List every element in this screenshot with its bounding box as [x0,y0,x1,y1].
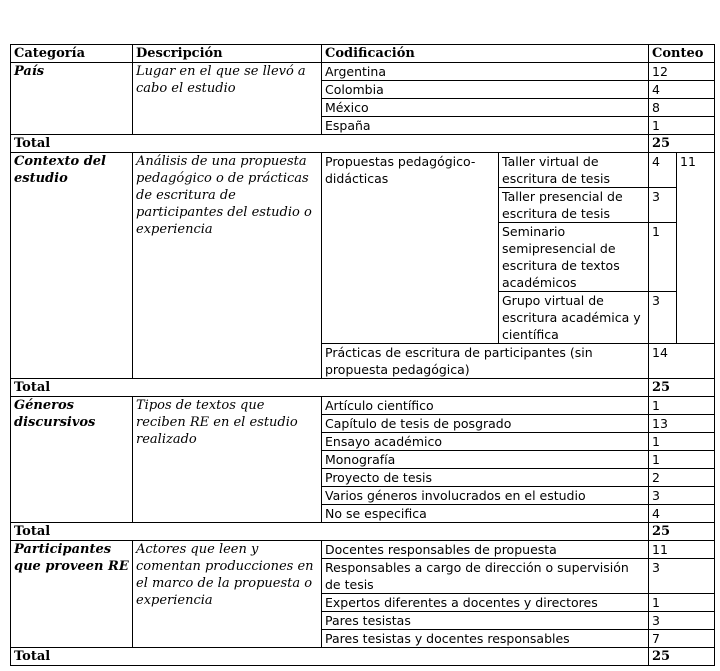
count-cell: 1 [649,433,715,451]
category-cell-generos: Géneros discursivos [11,397,133,523]
table-row [11,153,715,188]
code-cell: Proyecto de tesis [322,469,649,487]
category-cell-pais: País [11,63,133,135]
header-conteo: Conteo [649,45,715,63]
count-cell: 8 [649,99,715,117]
code-cell: Expertos diferentes a docentes y directores [322,594,649,612]
code-cell: México [322,99,649,117]
code-cell: Prácticas de escritura de participantes (sin propuesta pedagógica) [322,344,649,379]
header-codificacion: Codificación [322,45,649,63]
sub-code-cell: Taller virtual de escritura de tesis [499,153,649,188]
table-row [11,541,715,559]
count-cell: 3 [649,559,715,594]
code-cell: Pares tesistas [322,612,649,630]
count-cell: 1 [649,397,715,415]
count-cell: 4 [649,505,715,523]
category-cell-participantes: Participantes que proveen RE [11,541,133,648]
count-cell: 14 [649,344,715,379]
code-cell: Docentes responsables de propuesta [322,541,649,559]
code-cell: Artículo científico [322,397,649,415]
sub-count-cell: 3 [649,292,677,344]
count-cell: 1 [649,451,715,469]
total-label: Total [11,135,649,153]
code-cell: Responsables a cargo de dirección o supervisión de tesis [322,559,649,594]
code-cell: Argentina [322,63,649,81]
count-cell: 4 [649,81,715,99]
total-label: Total [11,379,649,397]
count-cell: 3 [649,612,715,630]
coding-table [10,44,715,666]
code-cell: Capítulo de tesis de posgrado [322,415,649,433]
total-value: 25 [649,648,715,666]
sub-code-cell: Grupo virtual de escritura académica y científica [499,292,649,344]
sub-count-cell: 3 [649,188,677,223]
count-cell: 3 [649,487,715,505]
description-cell-pais: Lugar en el que se llevó a cabo el estudio [133,63,322,135]
code-cell: No se especifica [322,505,649,523]
sub-code-cell: Taller presencial de escritura de tesis [499,188,649,223]
count-cell: 2 [649,469,715,487]
count-cell: 11 [649,541,715,559]
total-label: Total [11,523,649,541]
sub-count-cell: 1 [649,223,677,292]
total-label: Total [11,648,649,666]
sub-code-cell: Seminario semipresencial de escritura de textos académicos [499,223,649,292]
table-row [11,397,715,415]
total-value: 25 [649,379,715,397]
count-cell: 1 [649,117,715,135]
group-label-cell: Propuestas pedagógico-didácticas [322,153,499,344]
total-row [11,379,715,397]
header-descripcion: Descripción [133,45,322,63]
description-cell-participantes: Actores que leen y comentan producciones en el marco de la propuesta o experiencia [133,541,322,648]
group-total-cell: 11 [677,153,715,344]
count-cell: 12 [649,63,715,81]
total-row [11,135,715,153]
sub-count-cell: 4 [649,153,677,188]
category-cell-contexto: Contexto del estudio [11,153,133,379]
total-value: 25 [649,523,715,541]
description-cell-generos: Tipos de textos que reciben RE en el estudio realizado [133,397,322,523]
description-cell-contexto: Análisis de una propuesta pedagógico o de prácticas de escritura de participantes del estudio o experiencia [133,153,322,379]
count-cell: 13 [649,415,715,433]
header-categoria: Categoría [11,45,133,63]
code-cell: Monografía [322,451,649,469]
code-cell: Colombia [322,81,649,99]
code-cell: Ensayo académico [322,433,649,451]
code-cell: España [322,117,649,135]
total-value: 25 [649,135,715,153]
count-cell: 1 [649,594,715,612]
total-row [11,523,715,541]
count-cell: 7 [649,630,715,648]
code-cell: Pares tesistas y docentes responsables [322,630,649,648]
total-row [11,648,715,666]
code-cell: Varios géneros involucrados en el estudio [322,487,649,505]
table-row [11,63,715,81]
header-row [11,45,715,63]
